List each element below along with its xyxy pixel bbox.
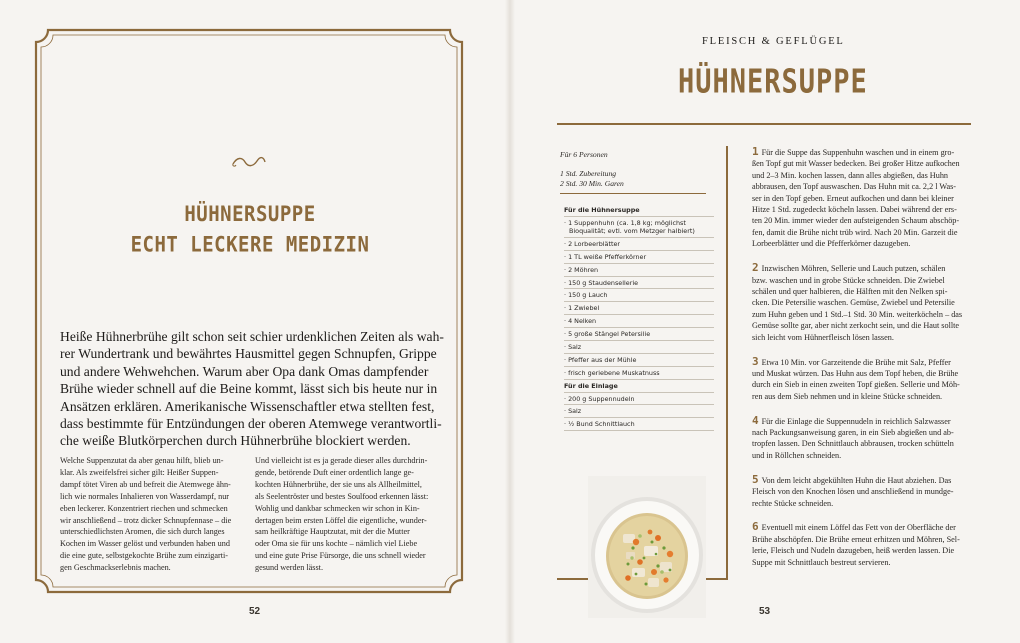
intro-line: Brühe wieder schnell auf die Beine kommt, lässt sich bis heute nur in [60,381,438,397]
ingredient-text: · 1 Suppenhuhn (ca. 1,8 kg; möglichst [564,218,686,227]
prep-time: 1 Std. Zubereitung [560,168,617,178]
vertical-rule [726,146,728,580]
intro-line: che weiße Blutkörperchen durch Hühnerbrühe blockiert werden. [60,433,411,449]
recipe-step [752,474,974,509]
step-line: schälen und quer halbieren, die Hälften mit den Nelken spi- [752,286,948,296]
ingredient-text: Für die Einlage [564,381,618,390]
left-title [80,200,420,260]
recipe-step [752,262,974,343]
step-line [752,262,974,274]
step-text: Für die Einlage die Suppennudeln in reichlich Salzwasser [761,416,951,426]
ingredient-text: · Pfeffer aus der Mühle [564,355,637,364]
ingredient-text: Für die Hühnersuppe [564,206,640,214]
body-column-left [60,455,248,574]
step-line: tropfen lassen. Den Schnittlauch abbrausen, trocken schütteln [752,439,954,449]
step-line: ser in den Topf geben. Erneut aufkochen und dann bei kleiner [752,193,954,203]
ingredient-item [564,341,714,354]
ingredient-text: · 150 g Staudensellerie [564,278,639,287]
cook-time: 2 Std. 30 Min. Garen [560,179,624,189]
ingredient-item [564,277,714,290]
intro-line: und andere Wehwehchen. Warum aber Opa dank Omas dampfender [60,363,429,379]
step-text: Von dem leicht abgekühlten Huhn die Haut abziehen. Das [761,475,952,485]
page-number-left: 52 [249,606,261,617]
step-text: Für die Suppe das Suppenhuhn waschen und in einem gro- [761,148,955,157]
body-line: oder Oma sie für uns kochte – nämlich viel Liebe [255,539,418,549]
body-column-right [255,455,443,574]
body-line: dampf tötet Viren ab und befreit die Atemwege ähn- [60,479,231,489]
body-line: sam heilkräftige Hauptzutat, mit der die Mutter [255,527,410,537]
recipe-title: HÜHNERSUPPE [678,63,868,101]
body-line: gen Geschmackserlebnis machen. [60,563,171,573]
book-gutter [505,0,515,643]
swirl-ornament-icon [231,155,267,169]
step-line: ren aus dem Sieb nehmen und in kleine Stücke schneiden. [752,391,943,401]
body-line: eben leckerer. Konzentriert riechen und schmecken [60,503,228,513]
ingredient-text: · 200 g Suppennudeln [564,394,635,403]
ingredient-item [564,328,714,341]
ingredient-text: · 1 TL weiße Pfefferkörner [564,252,647,261]
recipe-step [752,415,974,462]
step-line: fen, damit die Brühe nicht trüb wird. Nach 20 Min. Garzeit die [752,227,958,237]
step-line: rechte Stücke schneiden. [752,498,834,508]
step-line: abbrausen, den Topf auswaschen. Das Huhn mit ca. 2,2 l Was- [752,182,957,192]
step-line [752,474,974,486]
body-line: die eine gute, selbstgekochte Brühe zum einzigarti- [60,551,229,561]
step-line: nach Packungsanweisung garen, in ein Sieb abgießen und ab- [752,428,954,438]
step-line [752,415,974,427]
step-line: ßen Topf gut mit Wasser bedecken. Bei großer Hitze aufkochen [752,159,960,169]
intro-line: Ansätzen erklären. Amerikanische Wissenschaftler etwa stellten fest, [60,398,435,414]
ingredient-item [564,264,714,277]
recipe-step [752,521,974,568]
ingredient-item [564,251,714,264]
photo-rule-left [557,578,588,580]
step-line: zum Huhn geben und 1 Std.–1 Std. 30 Min. weiterköcheln – das [752,309,963,319]
ingredient-list [564,204,714,431]
ingredient-item [564,367,714,380]
step-number: 3 [752,354,759,368]
soup-photo [588,476,706,618]
step-line: Hitze 1 Std. zugedeckt köcheln lassen. Dabei während der ers- [752,205,957,215]
body-line: Und vielleicht ist es ja gerade dieser alles durchdrin- [255,456,428,465]
ingredient-text: · Salz [564,407,582,416]
body-line: und eine gute Prise Fürsorge, die uns schnell wieder [255,551,426,561]
step-text: Eventuell mit einem Löffel das Fett von der Oberfläche der [761,523,956,533]
chapter-heading: FLEISCH & GEFLÜGEL [702,36,845,47]
recipe-step [752,356,974,403]
body-line: Wohlig und dankbar schmecken wir schon in Kin- [255,503,420,513]
step-line: und in Röllchen schneiden. [752,450,842,460]
left-title-line-2: ECHT LECKERE MEDIZIN [130,232,370,257]
ingredient-text: · Salz [564,343,582,352]
step-number: 1 [752,145,759,158]
ingredient-item [564,393,714,406]
step-line: ten 20 Min. immer wieder den aufsteigenden Schaum abschöp- [752,216,960,226]
step-line: sich leicht vom Hühnerfleisch lösen lassen. [752,332,894,342]
ingredient-section-heading [564,204,714,217]
step-line: Fleisch von den Knochen lösen und anschließend in mundge- [752,487,954,497]
step-line: durch ein Sieb in einen zweiten Topf gießen. Sellerie und Möh- [752,380,960,390]
body-line: unterschiedlichsten Aromen, die sich durch langes [60,527,225,537]
step-number: 6 [752,520,759,534]
body-line: gende, betörende Duft einer ordentlich lange ge- [255,467,414,477]
body-line: wir anschließend – trotz dicker Schnupfennase – die [60,515,232,525]
ingredient-text: · 2 Lorbeerblätter [564,239,621,248]
step-number: 5 [752,472,759,486]
intro-line: rer Wundertrank und bewährtes Hausmittel gegen Schnupfen, Grippe [60,346,437,362]
step-line [752,521,974,533]
intro-paragraph [60,328,443,450]
ingredient-item [564,354,714,367]
step-text: Inzwischen Möhren, Sellerie und Lauch putzen, schälen [761,264,946,274]
step-number: 4 [752,413,759,427]
ingredient-item [564,405,714,418]
body-line: kochten Hühnerbrühe, der sie uns als Allheilmittel, [255,479,422,489]
intro-line: dass bestimmte für Entzündungen der oberen Atemwege verantwortli- [60,416,442,432]
step-line: und 2–3 Min. kochen lassen, dann alles abgießen, das Huhn [752,170,949,180]
step-text: Etwa 10 Min. vor Garzeitende die Brühe mit Salz, Pfeffer [761,357,951,367]
step-number: 2 [752,261,759,275]
step-line: Gemüse sollte gar, aber nicht zerkocht sein, und die Haut sollte [752,321,960,331]
ingredient-text-cont: Bioqualität; evtl. vom Metzger halbiert) [569,227,695,236]
ingredient-text: · ½ Bund Schnittlauch [564,420,635,429]
ingredient-text: · 150 g Lauch [564,291,608,300]
left-title-line-1: HÜHNERSUPPE [184,202,316,227]
step-line [752,356,974,368]
step-line [752,146,974,158]
step-line: bzw. waschen und in grobe Stücke schneiden. Die Zwiebel [752,275,945,285]
serves-text: Für 6 Personen [560,150,608,159]
ingredient-section-heading [564,380,714,393]
ingredient-item [564,418,714,431]
ingredient-item [564,315,714,328]
title-rule [557,123,971,125]
step-line: Lorbeerblätter und die Pfefferkörner dazugeben. [752,239,911,249]
body-line: gesund werden lässt. [255,563,323,573]
ingredient-text: · 5 große Stängel Petersilie [564,330,651,339]
step-line: cken. Die Petersilie waschen. Gemüse, Zwiebel und Petersilie [752,298,955,308]
body-line: Welche Suppenzutat da aber genau hilft, blieb un- [60,456,224,465]
intro-line: Heiße Hühnerbrühe gilt schon seit schier urdenklichen Zeiten als wah- [60,329,444,344]
body-line: Kochen im Wasser gelöst und verbunden haben und [60,539,230,549]
recipe-steps [752,146,974,581]
ingredient-text: · frisch geriebene Muskatnuss [564,368,660,377]
step-line: lerie, Fleisch und Nudeln dazugeben, heiß werden lassen. Die [752,546,955,556]
body-line: als Seelentröster und bestes Soulfood erkennen lässt: [255,491,429,501]
ingredient-item [564,238,714,251]
photo-rule-right [706,578,728,580]
body-line: klar. Als zweifelsfrei sicher gilt: Heißer Suppen- [60,467,219,477]
body-line: lich wie normales Inhalieren von Wasserdampf, nur [60,491,230,501]
meta-rule [560,193,706,194]
recipe-meta [560,150,710,190]
step-line: Suppe mit Schnittlauch bestreut servieren. [752,557,891,567]
recipe-step [752,146,974,250]
ingredient-text: · 2 Möhren [564,265,599,274]
ingredient-text: · 4 Nelken [564,317,597,326]
ingredient-item [564,289,714,302]
ingredient-item [564,302,714,315]
body-line: dertagen beim ersten Löffel die eigentliche, wunder- [255,515,427,525]
ingredient-item [564,217,714,238]
ingredient-text: · 1 Zwiebel [564,304,600,313]
page-number-right: 53 [759,606,771,617]
step-line: Brühe abschöpfen. Die Brühe erneut erhitzen und Möhren, Sel- [752,534,960,544]
step-line: und Muskat würzen. Das Huhn aus dem Topf heben, die Brühe [752,368,959,378]
